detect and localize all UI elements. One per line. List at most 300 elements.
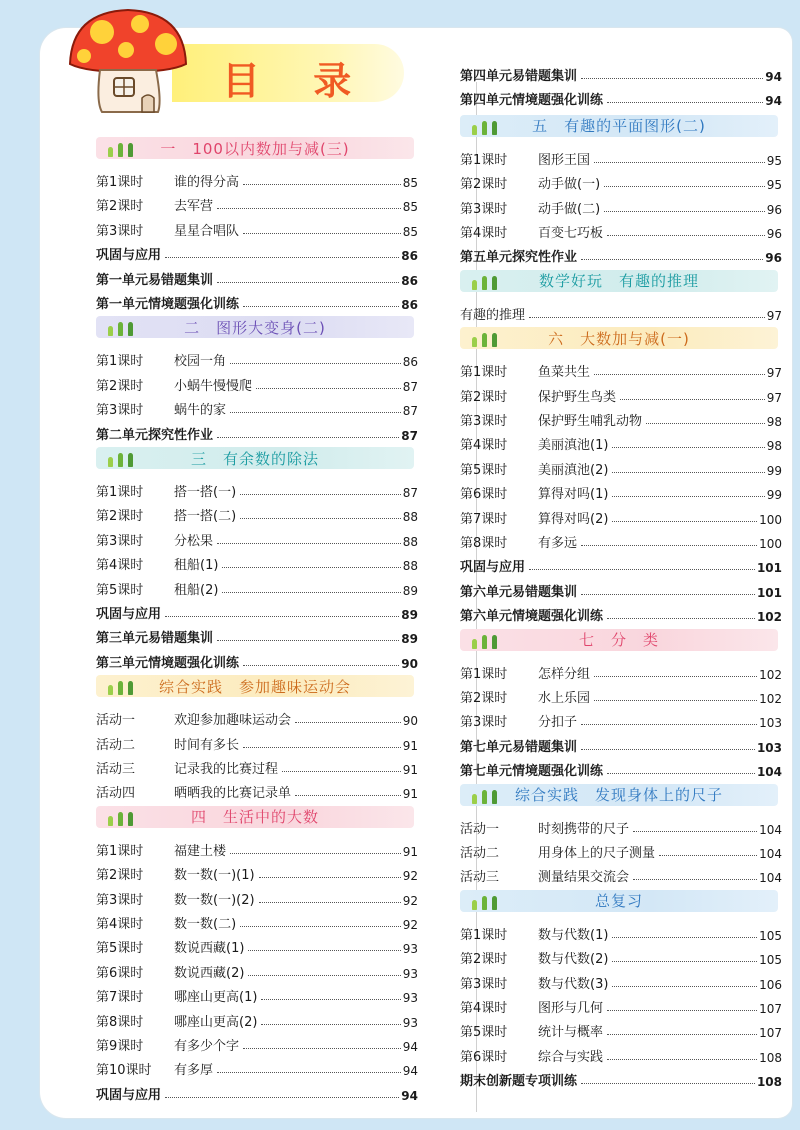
toc-entry[interactable] xyxy=(460,301,782,323)
toc-entry[interactable] xyxy=(96,886,418,908)
entry-page-number: 89 xyxy=(402,583,418,598)
toc-entry[interactable] xyxy=(460,863,782,885)
entry-lesson: 第7课时 xyxy=(96,990,144,1006)
entry-title: 保护野生鸟类 xyxy=(538,389,617,405)
toc-entry[interactable] xyxy=(460,970,782,992)
entry-page-number: 104 xyxy=(759,871,782,886)
entry-page-number: 97 xyxy=(766,390,782,405)
section-header[interactable] xyxy=(96,806,414,828)
toc-entry[interactable] xyxy=(460,431,782,453)
entry-lesson: 第2课时 xyxy=(460,691,508,706)
toc-entry[interactable] xyxy=(460,708,782,730)
entry-lesson: 活动二 xyxy=(96,737,136,753)
toc-entry[interactable] xyxy=(460,195,782,217)
toc-entry[interactable] xyxy=(96,551,418,573)
leader-dots xyxy=(217,208,401,209)
entry-title: 租船(2) xyxy=(174,582,219,598)
entry-lesson: 第4课时 xyxy=(460,438,508,454)
toc-entry[interactable] xyxy=(96,502,418,524)
entry-lesson: 第5课时 xyxy=(96,582,144,598)
leader-dots xyxy=(165,1097,399,1098)
trees-icon xyxy=(472,892,502,910)
entry-page-number: 93 xyxy=(402,942,418,957)
entry-title: 算得对吗(1) xyxy=(538,487,609,503)
leader-dots xyxy=(295,722,401,723)
section-title: 数学好玩 有趣的推理 xyxy=(538,272,699,291)
entry-page-number: 103 xyxy=(756,740,782,755)
page-title: 目 录 xyxy=(222,59,372,103)
toc-entry[interactable] xyxy=(460,815,782,837)
entry-lesson: 活动一 xyxy=(460,821,500,837)
entry-page-number: 86 xyxy=(401,249,418,264)
toc-entry[interactable] xyxy=(460,407,782,429)
toc-entry[interactable] xyxy=(96,192,418,214)
toc-entry[interactable] xyxy=(96,706,418,728)
leader-dots xyxy=(243,233,401,234)
toc-entry[interactable] xyxy=(460,62,782,84)
entry-title: 去军营 xyxy=(174,199,214,215)
entry-lesson: 第10课时 xyxy=(96,1063,152,1079)
entry-page-number: 105 xyxy=(759,953,782,968)
leader-dots xyxy=(243,184,401,185)
toc-entry[interactable] xyxy=(96,266,418,288)
entry-title: 巩固与应用 xyxy=(96,607,162,622)
trees-icon xyxy=(472,117,502,135)
section-header[interactable] xyxy=(96,675,414,697)
trees-icon xyxy=(472,329,502,347)
toc-entry[interactable] xyxy=(96,241,418,263)
entry-title: 欢迎参加趣味运动会 xyxy=(174,713,292,729)
entry-page-number: 91 xyxy=(402,787,418,802)
entry-title: 第三单元情境题强化训练 xyxy=(96,655,240,671)
entry-title: 时间有多长 xyxy=(174,737,240,753)
toc-entry[interactable] xyxy=(460,994,782,1016)
toc-entry[interactable] xyxy=(96,934,418,956)
entry-page-number: 85 xyxy=(402,176,418,190)
toc-entry[interactable] xyxy=(96,527,418,549)
entry-title: 鱼菜共生 xyxy=(538,365,591,381)
entry-lesson: 第4课时 xyxy=(96,558,144,574)
leader-dots xyxy=(612,447,764,448)
toc-entry[interactable] xyxy=(460,86,782,108)
entry-title: 数与代数(3) xyxy=(538,976,609,992)
entry-page-number: 94 xyxy=(765,94,782,109)
entry-title: 图形与几何 xyxy=(538,1001,604,1016)
toc-entry[interactable] xyxy=(460,480,782,502)
toc-entry[interactable] xyxy=(460,243,782,265)
entry-page-number: 97 xyxy=(766,366,782,381)
entry-page-number: 88 xyxy=(402,534,418,549)
entry-page-number: 98 xyxy=(766,415,782,429)
entry-title: 第七单元情境题强化训练 xyxy=(460,764,604,780)
entry-lesson: 第1课时 xyxy=(96,354,144,370)
toc-entry[interactable] xyxy=(460,757,782,779)
entry-lesson: 第3课时 xyxy=(460,715,508,731)
entry-page-number: 92 xyxy=(402,893,418,908)
entry-page-number: 100 xyxy=(759,512,782,527)
entry-page-number: 102 xyxy=(759,692,782,706)
entry-title: 数一数(一)(1) xyxy=(174,868,255,884)
leader-dots xyxy=(165,616,399,617)
leader-dots xyxy=(581,594,755,595)
entry-title: 记录我的比赛过程 xyxy=(174,762,279,777)
leader-dots xyxy=(230,853,401,854)
entry-page-number: 88 xyxy=(402,559,418,574)
entry-lesson: 第2课时 xyxy=(460,952,508,968)
leader-dots xyxy=(633,879,757,880)
entry-title: 哪座山更高(2) xyxy=(174,1014,258,1030)
entry-lesson: 活动四 xyxy=(96,786,136,802)
leader-dots xyxy=(243,1048,401,1049)
toc-entry[interactable] xyxy=(96,1056,418,1078)
leader-dots xyxy=(594,700,757,701)
toc-entry[interactable] xyxy=(460,578,782,600)
leader-dots xyxy=(165,257,399,258)
toc-entry[interactable] xyxy=(96,168,418,190)
toc-entry[interactable] xyxy=(96,910,418,932)
entry-lesson: 第5课时 xyxy=(460,462,508,478)
trees-icon xyxy=(472,272,502,290)
entry-page-number: 102 xyxy=(756,610,782,625)
leader-dots xyxy=(256,388,401,389)
leader-dots xyxy=(612,961,757,962)
entry-lesson: 活动三 xyxy=(96,762,136,777)
entry-title: 时刻携带的尺子 xyxy=(538,821,630,837)
entry-lesson: 第2课时 xyxy=(96,509,144,525)
toc-entry[interactable] xyxy=(460,529,782,551)
entry-page-number: 94 xyxy=(402,1040,418,1054)
toc-entry[interactable] xyxy=(96,576,418,598)
leader-dots xyxy=(243,665,399,666)
trees-icon xyxy=(108,318,138,336)
toc-entry[interactable] xyxy=(460,602,782,624)
entry-title: 分松果 xyxy=(174,533,214,549)
entry-title: 美丽滇池(1) xyxy=(538,438,609,454)
leader-dots xyxy=(581,1083,755,1084)
entry-title: 数说西藏(2) xyxy=(174,965,245,981)
leader-dots xyxy=(222,567,400,568)
leader-dots xyxy=(282,771,401,772)
leader-dots xyxy=(581,545,757,546)
entry-title: 保护野生哺乳动物 xyxy=(538,414,643,429)
entry-lesson: 第8课时 xyxy=(96,1014,144,1030)
toc-entry[interactable] xyxy=(460,921,782,943)
toc-entry[interactable] xyxy=(460,358,782,380)
toc-entry[interactable] xyxy=(460,684,782,706)
entry-lesson: 第5课时 xyxy=(96,941,144,957)
entry-page-number: 106 xyxy=(759,977,782,992)
leader-dots xyxy=(222,592,400,593)
section-header[interactable] xyxy=(96,137,414,159)
leader-dots xyxy=(243,306,399,307)
section-header[interactable] xyxy=(460,327,778,349)
entry-page-number: 89 xyxy=(401,632,418,647)
entry-page-number: 91 xyxy=(402,738,418,753)
leader-dots xyxy=(581,78,763,79)
entry-title: 蜗牛的家 xyxy=(174,403,227,419)
entry-lesson: 活动一 xyxy=(96,713,136,729)
entry-page-number: 95 xyxy=(766,153,782,168)
entry-page-number: 94 xyxy=(402,1064,418,1079)
section-title: 五 有趣的平面图形(二) xyxy=(532,117,706,136)
entry-page-number: 87 xyxy=(401,428,418,443)
entry-page-number: 107 xyxy=(759,1026,782,1041)
entry-lesson: 活动三 xyxy=(460,870,500,886)
leader-dots xyxy=(217,543,401,544)
entry-lesson: 第6课时 xyxy=(460,1049,508,1065)
entry-title: 第一单元易错题集训 xyxy=(96,272,214,288)
entry-title: 数一数(一)(2) xyxy=(174,892,255,908)
entry-title: 第一单元情境题强化训练 xyxy=(96,297,240,312)
entry-page-number: 86 xyxy=(401,273,418,288)
entry-page-number: 94 xyxy=(401,1088,418,1103)
leader-dots xyxy=(612,521,757,522)
entry-page-number: 89 xyxy=(401,608,418,622)
section-title: 综合实践 发现身体上的尺子 xyxy=(514,786,723,805)
entry-title: 第二单元探究性作业 xyxy=(96,427,214,443)
entry-title: 有多少个字 xyxy=(174,1039,240,1054)
leader-dots xyxy=(217,1072,401,1073)
entry-page-number: 100 xyxy=(759,537,782,551)
entry-title: 算得对吗(2) xyxy=(538,511,609,527)
entry-page-number: 88 xyxy=(402,510,418,525)
leader-dots xyxy=(230,412,401,413)
entry-page-number: 87 xyxy=(402,404,418,419)
leader-dots xyxy=(607,618,755,619)
entry-title: 数与代数(2) xyxy=(538,952,609,968)
leader-dots xyxy=(248,950,400,951)
entry-lesson: 第3课时 xyxy=(460,976,508,992)
entry-lesson: 第8课时 xyxy=(460,536,508,551)
entry-title: 巩固与应用 xyxy=(96,248,162,264)
entry-lesson: 第7课时 xyxy=(460,511,508,527)
section-header[interactable] xyxy=(460,629,778,651)
entry-page-number: 108 xyxy=(756,1075,782,1090)
toc-entry[interactable] xyxy=(96,649,418,671)
toc-entry[interactable] xyxy=(460,660,782,682)
entry-title: 第四单元情境题强化训练 xyxy=(460,93,604,109)
toc-entry[interactable] xyxy=(96,396,418,418)
section-header[interactable] xyxy=(460,784,778,806)
entry-lesson: 第3课时 xyxy=(96,533,144,549)
toc-entry[interactable] xyxy=(96,478,418,500)
entry-lesson: 第3课时 xyxy=(96,223,144,239)
entry-page-number: 86 xyxy=(402,355,418,370)
entry-title: 统计与概率 xyxy=(538,1025,604,1041)
entry-title: 动手做(二) xyxy=(538,201,601,217)
entry-page-number: 93 xyxy=(402,1015,418,1030)
leader-dots xyxy=(295,795,401,796)
entry-lesson: 第1课时 xyxy=(96,175,144,190)
entry-lesson: 第6课时 xyxy=(460,487,508,503)
entry-title: 期末创新题专项训练 xyxy=(460,1074,578,1090)
entry-title: 第七单元易错题集训 xyxy=(460,739,578,755)
leader-dots xyxy=(633,831,757,832)
leader-dots xyxy=(607,1010,757,1011)
section-title: 七 分 类 xyxy=(578,631,659,650)
section-header[interactable] xyxy=(460,115,778,137)
entry-page-number: 101 xyxy=(756,585,782,600)
entry-lesson: 第2课时 xyxy=(96,868,144,884)
section-title: 六 大数加与减(一) xyxy=(548,329,690,348)
entry-page-number: 87 xyxy=(402,379,418,394)
toc-entry[interactable] xyxy=(460,456,782,478)
leader-dots xyxy=(248,975,400,976)
section-header[interactable] xyxy=(460,890,778,912)
toc-entry[interactable] xyxy=(96,1081,418,1103)
entry-title: 有多厚 xyxy=(174,1063,214,1079)
entry-title: 搭一搭(一) xyxy=(174,485,237,500)
section-title: 二 图形大变身(二) xyxy=(184,318,326,337)
toc-entry[interactable] xyxy=(460,146,782,168)
trees-icon xyxy=(472,631,502,649)
entry-page-number: 104 xyxy=(759,822,782,837)
entry-title: 测量结果交流会 xyxy=(538,870,630,886)
leader-dots xyxy=(594,676,757,677)
entry-page-number: 92 xyxy=(402,869,418,884)
entry-title: 分扣子 xyxy=(538,715,578,731)
section-title: 三 有余数的除法 xyxy=(190,449,319,468)
toc-entry[interactable] xyxy=(460,945,782,967)
section-header[interactable] xyxy=(460,270,778,292)
entry-title: 图形王国 xyxy=(538,152,591,168)
entry-lesson: 第4课时 xyxy=(96,917,144,932)
entry-title: 巩固与应用 xyxy=(96,1087,162,1103)
leader-dots xyxy=(581,749,755,750)
trees-icon xyxy=(108,449,138,467)
leader-dots xyxy=(240,494,401,495)
toc-entry[interactable] xyxy=(96,1008,418,1030)
entry-lesson: 第4课时 xyxy=(460,1001,508,1016)
entry-page-number: 85 xyxy=(402,224,418,239)
entry-page-number: 96 xyxy=(765,251,782,266)
toc-entry[interactable] xyxy=(96,290,418,312)
entry-page-number: 95 xyxy=(766,178,782,193)
toc-entry[interactable] xyxy=(96,837,418,859)
toc-entry[interactable] xyxy=(460,383,782,405)
toc-entry[interactable] xyxy=(96,347,418,369)
leader-dots xyxy=(581,259,763,260)
leader-dots xyxy=(243,747,401,748)
entry-lesson: 第9课时 xyxy=(96,1039,144,1054)
toc-entry[interactable] xyxy=(96,624,418,646)
entry-lesson: 第2课时 xyxy=(460,389,508,405)
toc-entry[interactable] xyxy=(96,861,418,883)
toc-entry[interactable] xyxy=(460,1043,782,1065)
toc-entry[interactable] xyxy=(460,170,782,192)
toc-entry[interactable] xyxy=(96,1032,418,1054)
entry-title: 搭一搭(二) xyxy=(174,509,237,525)
entry-title: 用身体上的尺子测量 xyxy=(538,846,656,861)
entry-page-number: 90 xyxy=(402,714,418,729)
section-title: 一 100以内数加与减(三) xyxy=(160,139,350,158)
entry-title: 小蜗牛慢慢爬 xyxy=(174,378,253,394)
toc-entry[interactable] xyxy=(96,779,418,801)
toc-entry[interactable] xyxy=(96,983,418,1005)
toc-entry[interactable] xyxy=(96,217,418,239)
toc-entry[interactable] xyxy=(96,372,418,394)
entry-page-number: 91 xyxy=(402,763,418,777)
toc-entry[interactable] xyxy=(96,755,418,777)
leader-dots xyxy=(612,986,757,987)
leader-dots xyxy=(607,1059,757,1060)
toc-entry[interactable] xyxy=(460,839,782,861)
entry-title: 综合与实践 xyxy=(538,1049,604,1065)
toc-entry[interactable] xyxy=(460,505,782,527)
entry-lesson: 第2课时 xyxy=(460,177,508,193)
entry-lesson: 第3课时 xyxy=(96,892,144,908)
toc-entry[interactable] xyxy=(460,553,782,575)
section-title: 综合实践 参加趣味运动会 xyxy=(158,677,351,696)
trees-icon xyxy=(472,786,502,804)
entry-page-number: 97 xyxy=(766,308,782,323)
trees-icon xyxy=(108,808,138,826)
entry-lesson: 第2课时 xyxy=(96,199,144,215)
entry-page-number: 102 xyxy=(759,667,782,682)
leader-dots xyxy=(261,999,400,1000)
section-header[interactable] xyxy=(96,447,414,469)
entry-page-number: 104 xyxy=(756,765,782,780)
leader-dots xyxy=(612,937,757,938)
toc-entry[interactable] xyxy=(460,1067,782,1089)
leader-dots xyxy=(594,374,765,375)
leader-dots xyxy=(607,235,765,236)
entry-title: 数一数(二) xyxy=(174,917,237,932)
entry-title: 晒晒我的比赛记录单 xyxy=(174,786,292,802)
section-title: 总复习 xyxy=(594,892,643,911)
entry-page-number: 96 xyxy=(766,202,782,217)
leader-dots xyxy=(612,472,764,473)
section-header[interactable] xyxy=(96,316,414,338)
entry-page-number: 99 xyxy=(766,463,782,478)
toc-entry[interactable] xyxy=(96,731,418,753)
entry-lesson: 第1课时 xyxy=(96,485,144,500)
entry-title: 第四单元易错题集训 xyxy=(460,69,578,84)
entry-lesson: 活动二 xyxy=(460,846,500,861)
leader-dots xyxy=(217,437,399,438)
toc-entry[interactable] xyxy=(460,1018,782,1040)
entry-title: 租船(1) xyxy=(174,558,219,574)
leader-dots xyxy=(604,186,765,187)
entry-page-number: 101 xyxy=(756,561,782,576)
entry-page-number: 98 xyxy=(766,439,782,454)
toc-entry[interactable] xyxy=(460,733,782,755)
entry-title: 数与代数(1) xyxy=(538,927,609,943)
entry-title: 谁的得分高 xyxy=(174,175,240,190)
toc-entry[interactable] xyxy=(96,421,418,443)
entry-lesson: 第4课时 xyxy=(460,226,508,241)
entry-title: 怎样分组 xyxy=(538,666,591,682)
entry-title: 第六单元易错题集训 xyxy=(460,584,578,600)
leader-dots xyxy=(604,211,765,212)
entry-lesson: 第6课时 xyxy=(96,965,144,981)
entry-lesson: 第2课时 xyxy=(96,378,144,394)
toc-entry[interactable] xyxy=(460,219,782,241)
leader-dots xyxy=(612,496,764,497)
trees-icon xyxy=(108,139,138,157)
toc-entry[interactable] xyxy=(96,600,418,622)
leader-dots xyxy=(217,282,399,283)
entry-title: 第三单元易错题集训 xyxy=(96,631,214,647)
toc-entry[interactable] xyxy=(96,959,418,981)
entry-title: 福建土楼 xyxy=(174,843,227,859)
entry-lesson: 第1课时 xyxy=(460,152,508,168)
entry-page-number: 85 xyxy=(402,200,418,215)
entry-lesson: 第5课时 xyxy=(460,1025,508,1041)
entry-page-number: 86 xyxy=(401,298,418,312)
entry-lesson: 第3课时 xyxy=(460,414,508,429)
entry-title: 有多远 xyxy=(538,536,578,551)
